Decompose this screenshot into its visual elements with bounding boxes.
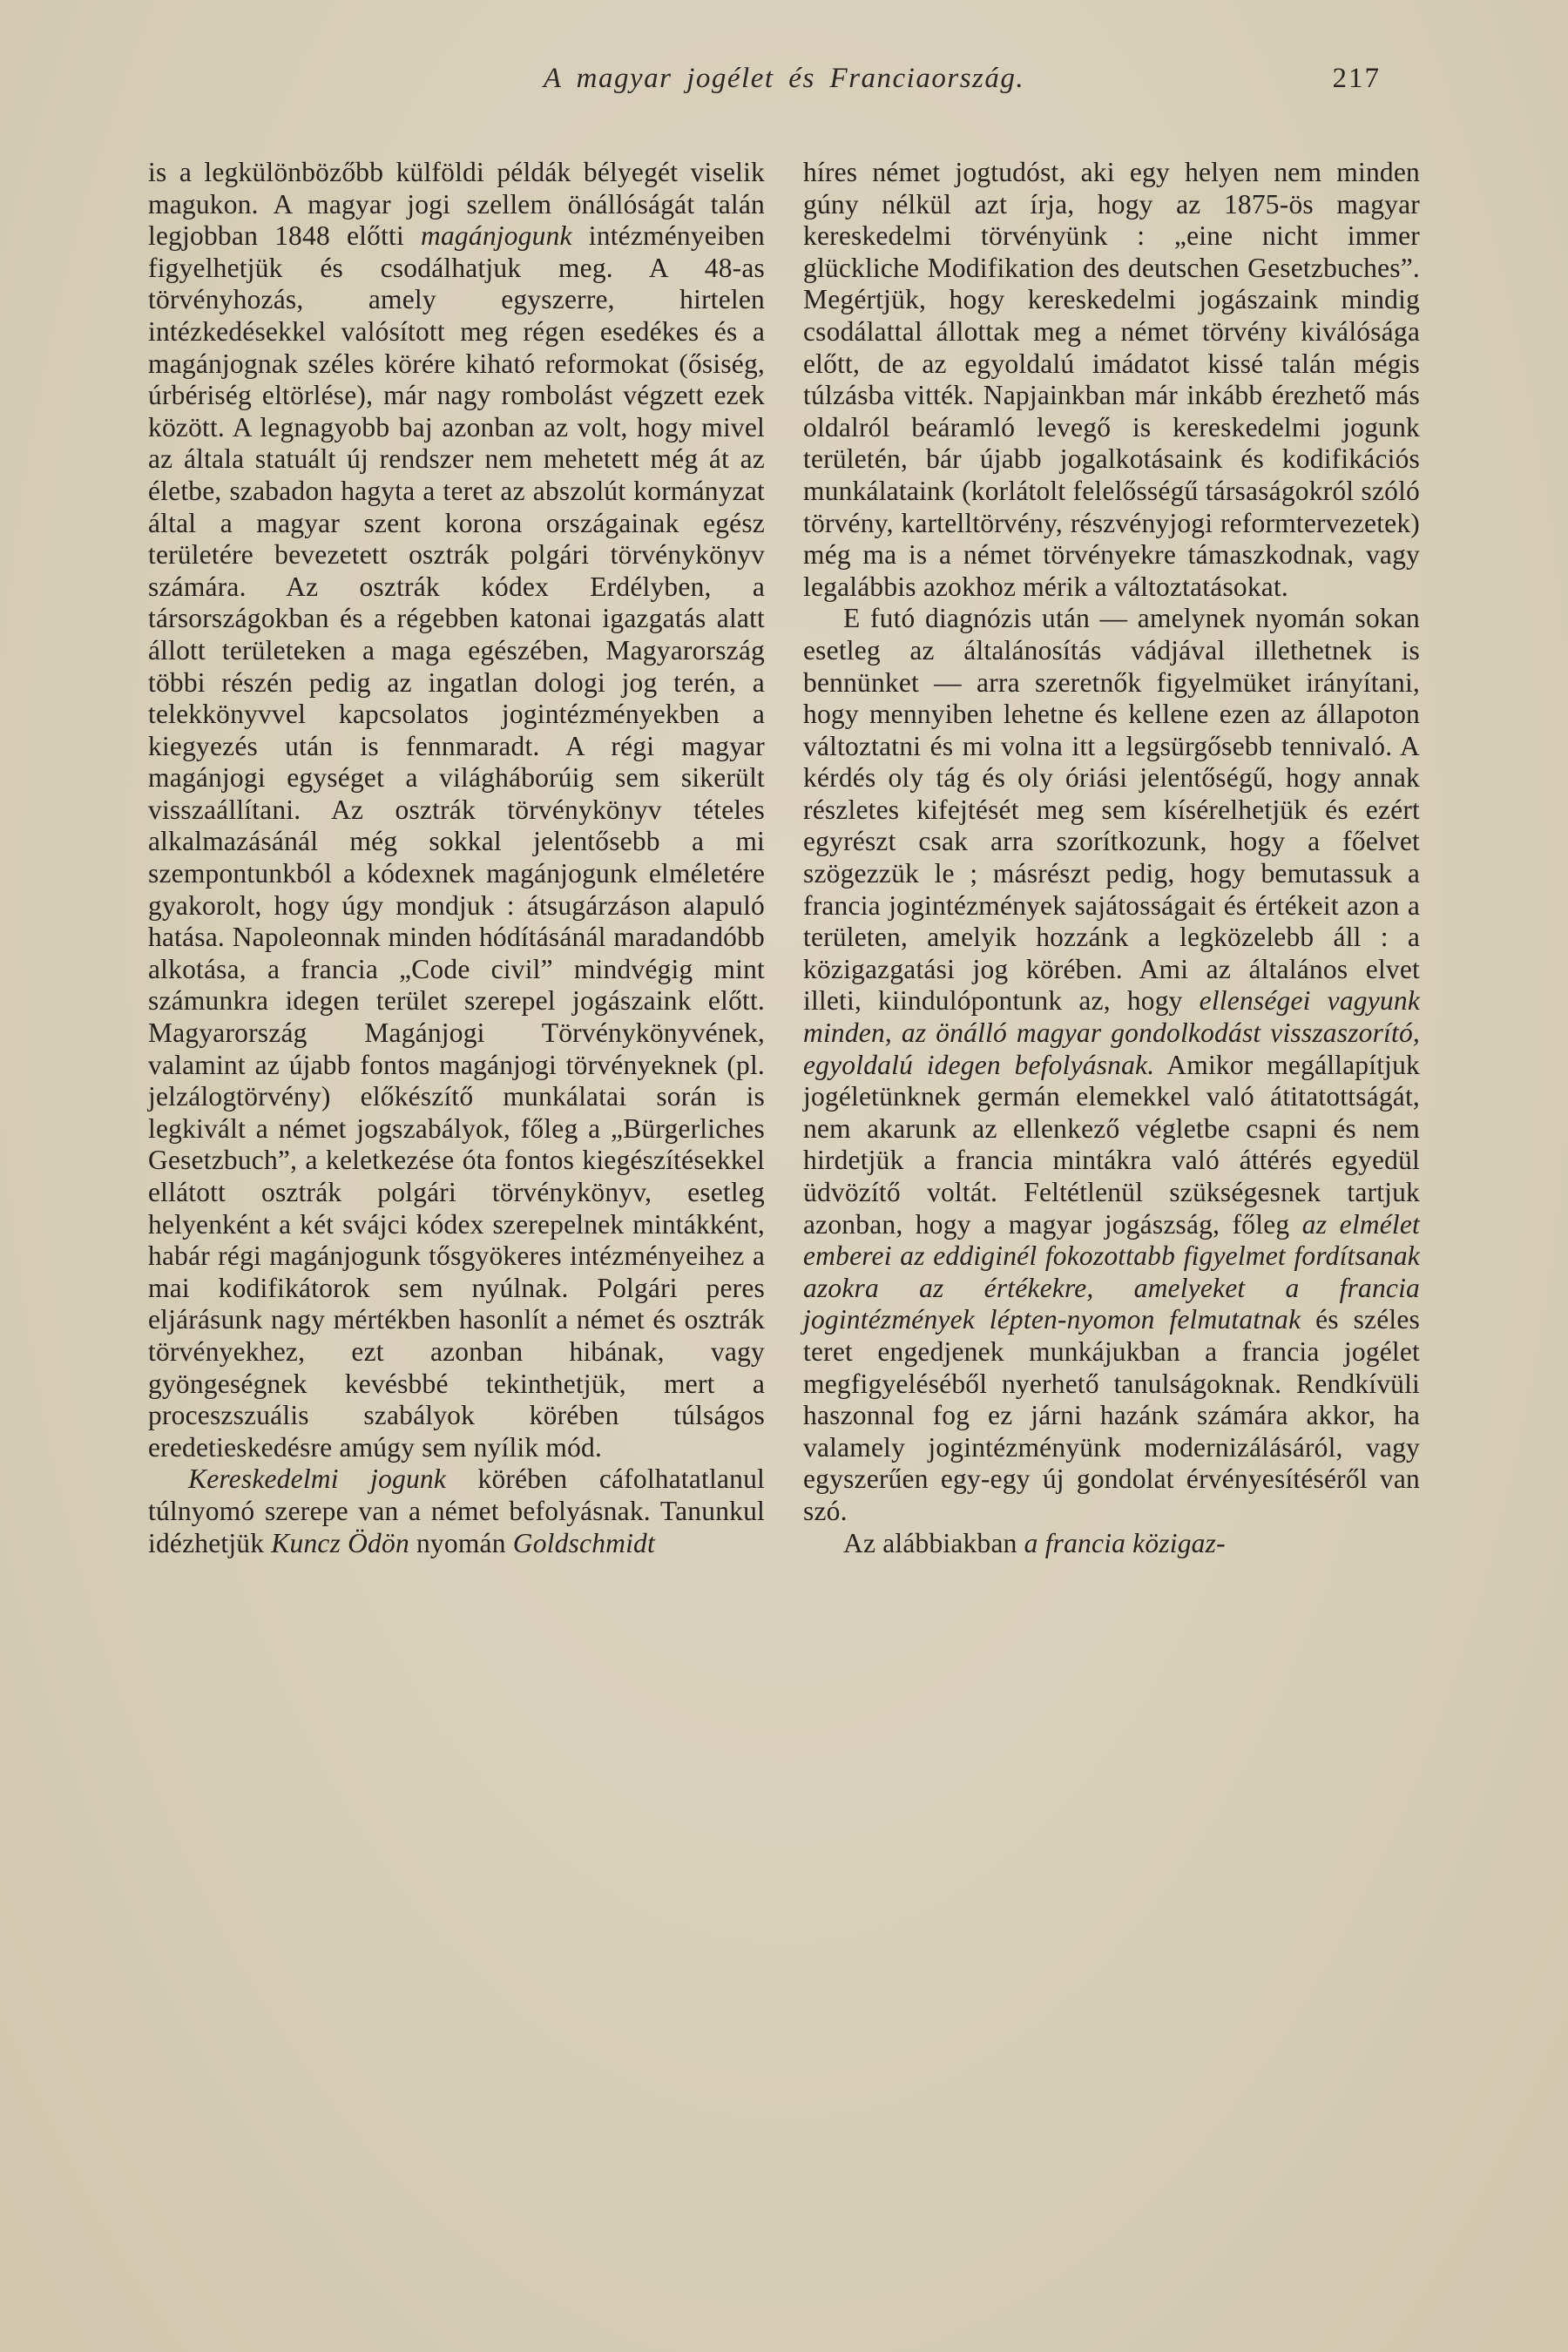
italic-text-segment: Kuncz Ödön xyxy=(271,1527,409,1558)
paragraph xyxy=(148,157,765,1463)
right-column xyxy=(803,157,1420,1559)
paragraph xyxy=(148,1463,765,1559)
italic-text-segment: Goldschmidt xyxy=(512,1527,655,1558)
text-segment: Amikor megállapítjuk jogéletünknek germán elemekkel való átitatottságát, nem akarunk az ellenkező végletbe csapni és nem hirdetjük a francia mintákra való áttérés egyedül üdvözítő voltát. Feltétlenül szükségesnek tartjuk azonban, hogy a magyar jogászság, főleg xyxy=(803,1049,1420,1240)
paragraph xyxy=(803,603,1420,1527)
text-columns xyxy=(148,157,1420,1559)
text-segment: is a legkülönbözőbb külföldi példák bélyegét viselik magukon. A magyar jogi szellem önállóságát talán legjobban 1848 előtti xyxy=(148,157,765,252)
page-header xyxy=(148,63,1420,108)
text-segment: intézményeiben figyelhetjük és csodálhatjuk meg. A 48-as törvényhozás, amely egyszerre, hirtelen intézkedésekkel valósított meg régen esedékes és a magánjognak széles körére kiható reformokat (ősiség, úrbériség eltörlése), már nagy rombolást végzett ezek között. A legnagyobb baj azonban az volt, hogy mivel az általa statuált új rendszer nem mehetett még át az életbe, szabadon hagyta a teret az abszolút kormányzat által a magyar szent korona országainak egész területére bevezetett osztrák polgári törvénykönyv számára. Az osztrák kódex Erdélyben, a társországokban és a régebben katonai igazgatás alatt állott területeken a maga egészében, Magyarország többi részén pedig az ingatlan dologi jog terén, a telekkönyvvel kapcsolatos jogintézményekben a kiegyezés után is fennmaradt. A régi magyar magánjogi egységet a világháborúig sem sikerült visszaállítani. Az osztrák törvénykönyv tételes alkalmazásánál még sokkal jelentősebb a mi szempontunkból a kódexnek magánjogunk elméletére gyakorolt, hogy úgy mondjuk : átsugárzáson alapuló hatása. Napoleonnak minden hódításánál maradandóbb alkotása, a francia „Code civil” mindvégig mint számunkra idegen terület szerepel jogászaink előtt. Magyarország Magánjogi Törvénykönyvének, valamint az újabb fontos magánjogi törvényeknek (pl. jelzálogtörvény) előkészítő munkálatai során is legkivált a német jogszabályok, főleg a „Bürgerliches Gesetzbuch”, a keletkezése óta fontos kiegészítésekkel ellátott osztrák polgári törvénykönyv, esetleg helyenként a két svájci kódex szerepelnek mintákként, habár régi magánjogunk tősgyökeres intézményeihez a mai kodifikátorok sem nyúlnak. Polgári peres eljárásunk nagy mértékben hasonlít a német és osztrák törvényekhez, ezt azonban hibának, vagy gyöngeségnek kevésbbé tekinthetjük, mert a proceszszuális szabályok körében túlságos eredetieskedésre amúgy sem nyílik mód. xyxy=(148,220,765,1463)
italic-text-segment: ellenségei vagyunk minden, az önálló magyar gondolkodást visszaszorító, egyoldalú idegen befolyásnak. xyxy=(803,985,1420,1080)
page-number: 217 xyxy=(1332,63,1381,94)
text-segment: Az alábbiakban xyxy=(843,1527,1024,1558)
text-segment: E futó diagnózis után — amelynek nyomán sokan esetleg az általánosítás vádjával illethetnek is bennünket — arra szeretnők figyelmüket irányítani, hogy mennyiben lehetne és kellene ezen az állapoton változtatni és mi volna itt a legsürgősebb tennivaló. A kérdés oly tág és oly óriási jelentőségű, hogy annak részletes kifejtését meg sem kísérelhetjük és ezért egyrészt csak arra szorítkozunk, hogy a főelvet szögezzük le ; másrészt pedig, hogy bemutassuk a francia jogintézmények sajátosságait és értékeit azon a területen, amelyik hozzánk a legközelebb áll : a közigazgatási jog körében. Ami az általános elvet illeti, kiindulópontunk az, hogy xyxy=(803,603,1420,1017)
italic-text-segment: magánjogunk xyxy=(421,220,572,252)
paragraph xyxy=(803,157,1420,603)
italic-text-segment: Kereskedelmi jogunk xyxy=(188,1463,447,1495)
text-segment: körében cáfolhatatlanul túlnyomó szerepe van a német befolyásnak. Tanunkul idézhetjük xyxy=(148,1463,765,1558)
text-segment: és széles teret engedjenek munkájukban a francia jogélet megfigyeléséből nyerhető tanulságoknak. Rendkívüli haszonnal fog ez járni hazánk számára akkor, ha valamely jogintézményünk modernizálásáról, vagy egyszerűen egy-egy új gondolat érvényesítéséről van szó. xyxy=(803,1304,1420,1526)
left-column xyxy=(148,157,765,1559)
italic-text-segment: az elmélet emberei az eddiginél fokozottabb figyelmet fordítsanak azokra az értékekre, amelyeket a francia jogintézmények lépten-nyomon felmutatnak xyxy=(803,1208,1420,1335)
italic-text-segment: a francia közigaz- xyxy=(1024,1527,1226,1558)
text-segment: nyomán xyxy=(409,1527,513,1558)
paragraph xyxy=(803,1528,1420,1560)
text-segment: híres német jogtudóst, aki egy helyen nem minden gúny nélkül azt írja, hogy az 1875-ös magyar kereskedelmi törvényünk : „eine nicht immer glückliche Modifikation des deutschen Gesetzbuches”. Megértjük, hogy kereskedelmi jogászaink mindig csodálattal állottak meg a német törvény kiválósága előtt, de az egyoldalú imádatot kissé talán mégis túlzásba vitték. Napjainkban már inkább érezhető más oldalról beáramló levegő is kereskedelmi jogunk területén, bár újabb jogalkotásaink és kodifikációs munkálataink (korlátolt felelősségű társaságokról szóló törvény, kartelltörvény, részvényjogi reformtervezetek) még ma is a német törvényekre támaszkodnak, vagy legalábbis azokhoz mérik a változtatásokat. xyxy=(803,157,1420,602)
running-title: A magyar jogélet és Franciaország. xyxy=(543,63,1025,94)
